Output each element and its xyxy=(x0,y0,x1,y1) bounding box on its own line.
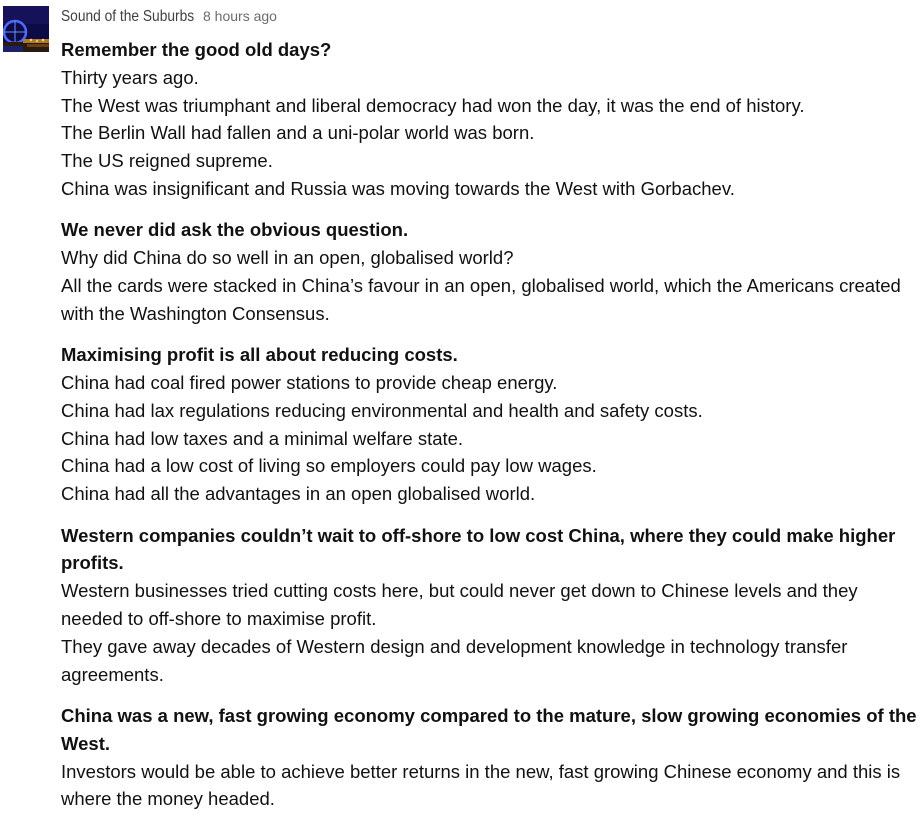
paragraph-line: Thirty years ago. xyxy=(61,66,199,88)
paragraph-line: The US reigned supreme. xyxy=(61,150,273,172)
timestamp[interactable]: 8 hours ago xyxy=(203,8,277,24)
paragraph-line: All the cards were stacked in China’s favour in an open, globalised world, which the Americans created with the Washington Consensus. xyxy=(61,274,901,324)
paragraph-line: Why did China do so well in an open, globalised world? xyxy=(61,247,514,269)
paragraph-line: The Berlin Wall had fallen and a uni-polar world was born. xyxy=(61,122,535,144)
paragraph-heading: Remember the good old days? xyxy=(61,39,332,60)
username-link[interactable]: Sound of the Suburbs xyxy=(61,8,195,25)
paragraph-line: China had lax regulations reducing environmental and health and safety costs. xyxy=(61,399,703,421)
paragraph-heading: We never did ask the obvious question. xyxy=(61,219,409,241)
paragraph-line: China had all the advantages in an open globalised world. xyxy=(61,483,536,505)
paragraph-line: They gave away decades of Western design and development knowledge in technology transfer agreements. xyxy=(61,635,848,685)
comment-paragraph xyxy=(61,522,920,689)
paragraph-line: China had low taxes and a minimal welfare state. xyxy=(61,427,464,449)
paragraph-line: China was insignificant and Russia was moving towards the West with Gorbachev. xyxy=(61,177,735,199)
paragraph-line: Western businesses tried cutting costs here, but could never get down to Chinese levels and they needed to off-shore to maximise profit. xyxy=(61,580,858,629)
paragraph-line: The West was triumphant and liberal democracy had won the day, it was the end of history. xyxy=(61,94,805,116)
paragraph-line: China had a low cost of living so employers could pay low wages. xyxy=(61,455,597,477)
comment-paragraph xyxy=(61,341,920,508)
comment-paragraph xyxy=(61,36,920,203)
comment-paragraph xyxy=(61,216,920,327)
comment-header xyxy=(61,8,277,30)
comment-paragraph xyxy=(61,702,920,813)
comment-body xyxy=(61,36,920,827)
paragraph-heading: China was a new, fast growing economy compared to the mature, slow growing economies of the West. xyxy=(61,704,917,754)
paragraph-line: China had coal fired power stations to provide cheap energy. xyxy=(61,371,558,393)
avatar[interactable] xyxy=(3,6,49,52)
paragraph-line: Investors would be able to achieve better returns in the new, fast growing Chinese economy and this is where the money headed. xyxy=(61,760,901,810)
profile-photo-icon xyxy=(3,6,49,52)
paragraph-heading: Maximising profit is all about reducing costs. xyxy=(61,344,458,366)
paragraph-heading: Western companies couldn’t wait to off-shore to low cost China, where they could make higher profits. xyxy=(61,524,896,574)
